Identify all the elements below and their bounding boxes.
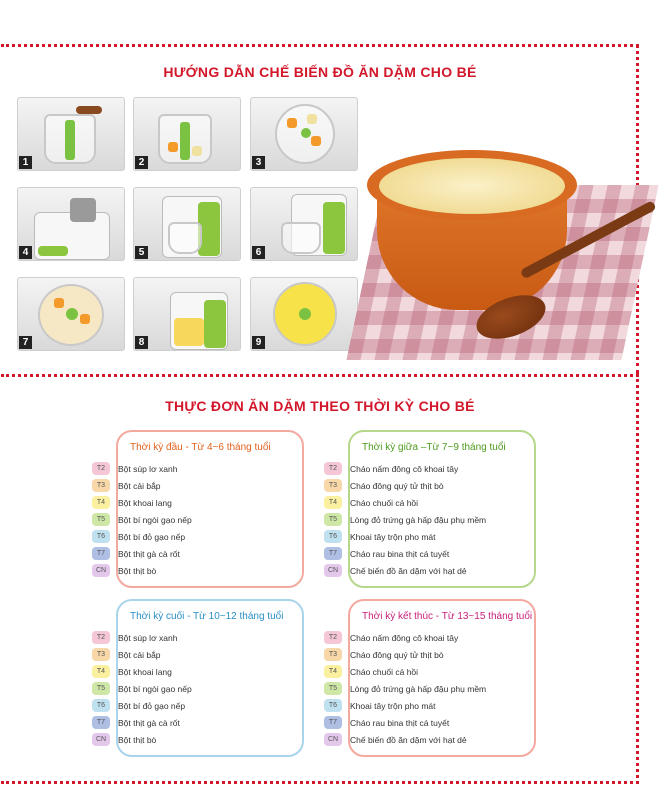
dish-name: Bột khoai lang [118, 666, 172, 677]
dish-name: Lòng đỏ trứng gà hấp đậu phụ mềm [350, 683, 487, 694]
dish-name: Cháo nấm đông cô khoai tây [350, 632, 459, 643]
day-tag: CN [92, 733, 110, 746]
step-number: 6 [252, 246, 265, 259]
day-tag: CN [92, 564, 110, 577]
menu-row [324, 697, 486, 714]
day-tag: T3 [324, 648, 342, 661]
day-tag: T4 [92, 665, 110, 678]
day-tag: T5 [324, 682, 342, 695]
dish-name: Cháo chuối cá hồi [350, 666, 419, 677]
day-tag: CN [324, 564, 342, 577]
menu-row [324, 663, 486, 680]
menu-row [92, 646, 192, 663]
day-tag: T7 [324, 547, 342, 560]
menu-row [92, 680, 192, 697]
step-5-photo [133, 187, 241, 261]
day-tag: T3 [92, 479, 110, 492]
menu-list [324, 629, 486, 748]
day-tag: T5 [92, 513, 110, 526]
day-tag: T7 [92, 547, 110, 560]
dish-name: Bột khoai lang [118, 497, 172, 508]
step-number: 1 [19, 156, 32, 169]
day-tag: T2 [92, 631, 110, 644]
dish-name: Khoai tây trộn pho mát [350, 531, 436, 542]
dish-name: Bột thịt gà cà rốt [118, 717, 180, 728]
day-tag: T6 [324, 530, 342, 543]
menu-row [92, 545, 192, 562]
card-title: Thời kỳ kết thúc - Từ 13~15 tháng tuổi [362, 611, 533, 622]
menu-row [92, 731, 192, 748]
day-tag: T6 [92, 699, 110, 712]
day-tag: T2 [92, 462, 110, 475]
day-tag: T6 [324, 699, 342, 712]
menu-card-late [95, 599, 304, 757]
step-number: 8 [135, 336, 148, 349]
card-title: Thời kỳ cuối - Từ 10~12 tháng tuổi [130, 611, 284, 622]
dish-name: Bột bí ngòi gạo nếp [118, 514, 192, 525]
dish-name: Cháo đông quý tử thịt bò [350, 480, 444, 491]
menu-card-final [327, 599, 536, 757]
menu-row [324, 680, 486, 697]
menu-title: THỰC ĐƠN ĂN DẶM THEO THỜI KỲ CHO BÉ [165, 398, 475, 414]
step-2-photo [133, 97, 241, 171]
day-tag: T3 [324, 479, 342, 492]
menu-list [92, 460, 192, 579]
day-tag: T2 [324, 631, 342, 644]
dish-name: Cháo chuối cá hồi [350, 497, 419, 508]
menu-row [324, 477, 486, 494]
dish-name: Chế biến đồ ăn dặm với hạt dẻ [350, 734, 467, 745]
dish-name: Bột súp lơ xanh [118, 632, 178, 643]
dish-name: Cháo đông quý tử thịt bò [350, 649, 444, 660]
menu-row [92, 562, 192, 579]
dish-name: Bột thịt bò [118, 734, 157, 745]
dish-name: Bột súp lơ xanh [118, 463, 178, 474]
day-tag: T3 [92, 648, 110, 661]
step-9-photo [250, 277, 358, 351]
menu-row [324, 528, 486, 545]
step-number: 9 [252, 336, 265, 349]
menu-row [324, 545, 486, 562]
day-tag: T5 [324, 513, 342, 526]
porridge-bowl-image [357, 130, 640, 370]
menu-row [92, 477, 192, 494]
dish-name: Khoai tây trộn pho mát [350, 700, 436, 711]
porridge [379, 158, 565, 214]
dish-name: Bột thịt gà cà rốt [118, 548, 180, 559]
dish-name: Bột cải bắp [118, 649, 161, 660]
menu-card-early [95, 430, 304, 588]
menu-row [92, 714, 192, 731]
step-7-photo [17, 277, 125, 351]
dish-name: Bột cải bắp [118, 480, 161, 491]
day-tag: T7 [324, 716, 342, 729]
dish-name: Cháo nấm đông cô khoai tây [350, 463, 459, 474]
dish-name: Bột thịt bò [118, 565, 157, 576]
day-tag: CN [324, 733, 342, 746]
step-number: 3 [252, 156, 265, 169]
menu-row [324, 629, 486, 646]
step-number: 4 [19, 246, 32, 259]
menu-row [324, 494, 486, 511]
step-number: 2 [135, 156, 148, 169]
step-3-photo [250, 97, 358, 171]
day-tag: T2 [324, 462, 342, 475]
dish-name: Bột bí đỏ gạo nếp [118, 700, 186, 711]
menu-row [324, 562, 486, 579]
step-4-photo [17, 187, 125, 261]
dish-name: Bột bí đỏ gạo nếp [118, 531, 186, 542]
step-6-photo [250, 187, 358, 261]
day-tag: T7 [92, 716, 110, 729]
card-title: Thời kỳ đầu - Từ 4~6 tháng tuổi [130, 442, 271, 453]
menu-row [324, 511, 486, 528]
menu-row [92, 697, 192, 714]
menu-card-middle [327, 430, 536, 588]
step-1-photo [17, 97, 125, 171]
step-8-photo [133, 277, 241, 351]
menu-row [324, 714, 486, 731]
dish-name: Lòng đỏ trứng gà hấp đậu phụ mềm [350, 514, 487, 525]
day-tag: T4 [324, 496, 342, 509]
menu-list [324, 460, 486, 579]
menu-list [92, 629, 192, 748]
day-tag: T4 [324, 665, 342, 678]
menu-row [92, 629, 192, 646]
menu-row [324, 731, 486, 748]
menu-row [92, 528, 192, 545]
menu-row [92, 460, 192, 477]
day-tag: T6 [92, 530, 110, 543]
step-number: 7 [19, 336, 32, 349]
day-tag: T5 [92, 682, 110, 695]
menu-row [324, 646, 486, 663]
menu-row [92, 494, 192, 511]
menu-row [324, 460, 486, 477]
dish-name: Bột bí ngòi gạo nếp [118, 683, 192, 694]
card-title: Thời kỳ giữa –Từ 7~9 tháng tuổi [362, 442, 506, 453]
day-tag: T4 [92, 496, 110, 509]
dish-name: Cháo rau bina thịt cá tuyết [350, 717, 450, 728]
dish-name: Cháo rau bina thịt cá tuyết [350, 548, 450, 559]
step-number: 5 [135, 246, 148, 259]
menu-row [92, 663, 192, 680]
guide-title: HƯỚNG DẪN CHẾ BIẾN ĐỒ ĂN DẶM CHO BÉ [163, 64, 477, 80]
menu-row [92, 511, 192, 528]
dish-name: Chế biến đồ ăn dặm với hạt dẻ [350, 565, 467, 576]
